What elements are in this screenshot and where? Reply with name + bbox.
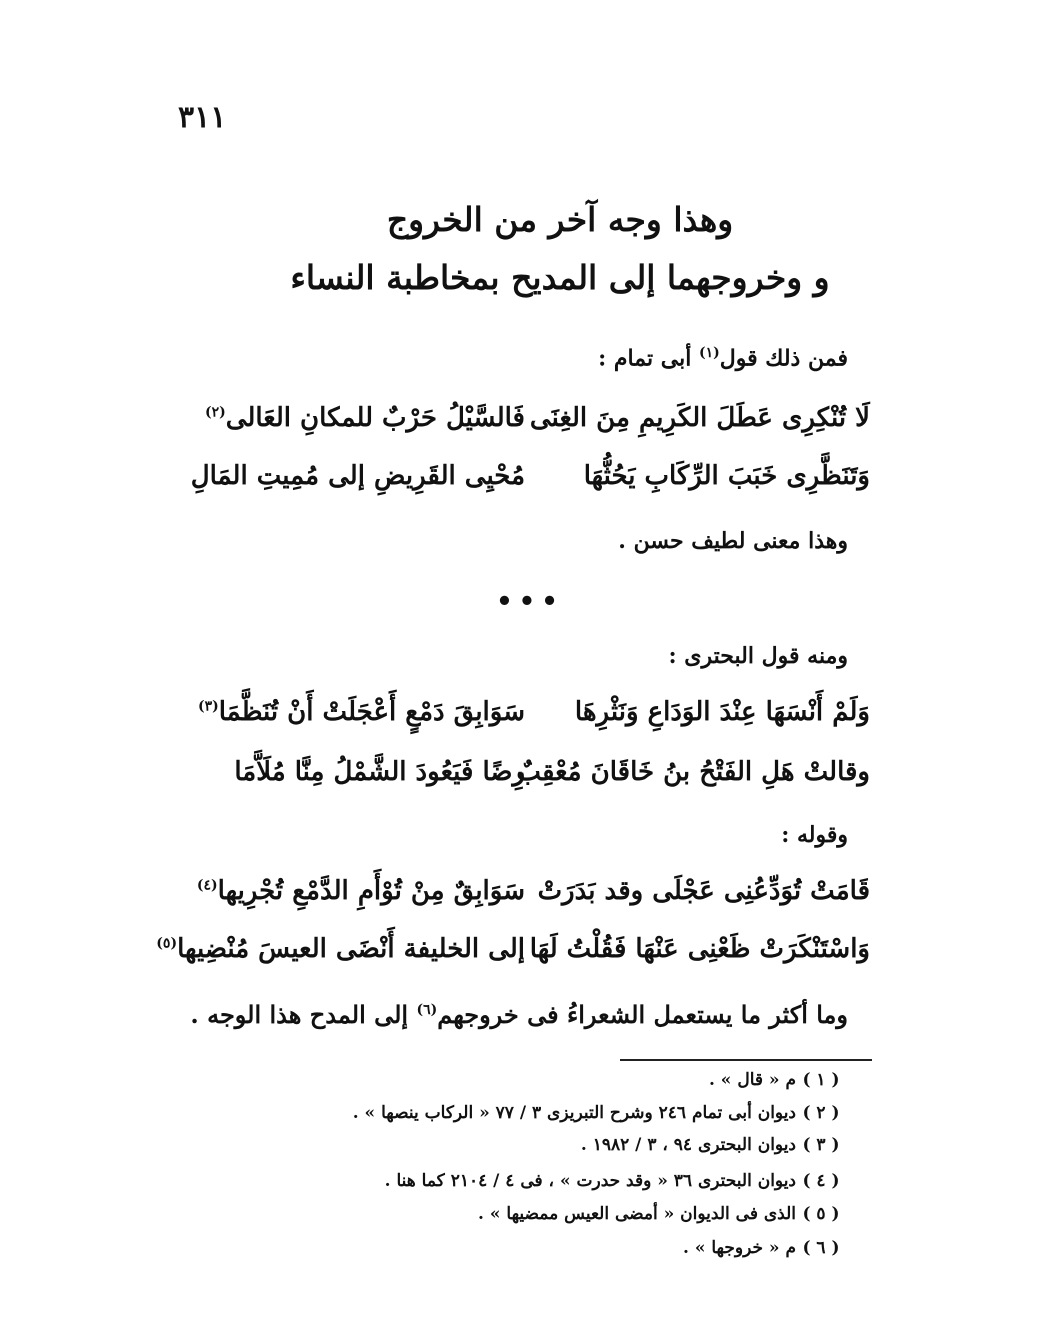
footnote-item	[385, 1171, 840, 1201]
hemistich-text: فَالسَّيْلُ حَرْبٌ للمكانِ العَالى	[225, 403, 525, 433]
verse-second-hemistich	[156, 934, 525, 964]
closing-text: وما أكثر ما يستعمل الشعراءُ فى خروجهم	[437, 1000, 848, 1029]
footnote-number: ( ٦ )	[802, 1238, 840, 1258]
footnote-item	[478, 1204, 840, 1234]
intro-poet: أبى تمام :	[598, 345, 699, 372]
footnote-ref-5: (٥)	[156, 935, 178, 952]
closing-sentence	[190, 1000, 848, 1029]
hemistich-text: سَوَابِقَ دَمْعٍ أَعْجَلَتْ أَنْ تُنَظَّمَا	[218, 697, 525, 727]
footnote-text: ديوان البحترى ٩٤ ، ٣ / ١٩٨٢ .	[580, 1135, 796, 1155]
footnote-text: ديوان أبى تمام ٢٤٦ وشرح التبريزى ٣ / ٧٧ « الركاب ينصها » .	[352, 1103, 796, 1123]
verse-line	[180, 461, 870, 505]
footnote-number: ( ٢ )	[802, 1103, 840, 1123]
page-number: ٣١١	[178, 100, 227, 135]
section-separator: •••	[496, 587, 564, 617]
footnote-text: الذى فى الديوان « أمضى العيس ممضيها » .	[478, 1204, 796, 1224]
verse-first-hemistich: قَامَتْ تُوَدِّعُنِى عَجْلَى وقد بَدَرَتْ	[537, 876, 870, 906]
abu-tammam-intro	[598, 345, 848, 371]
verse-second-hemistich	[180, 697, 525, 727]
footnote-text: ديوان البحترى ٣٦ « وقد حدرت » ، فى ٤ / ٢١٠٤ كما هنا .	[384, 1171, 796, 1191]
footnote-number: ( ٤ )	[802, 1171, 840, 1191]
verse-second-hemistich	[180, 876, 525, 906]
footnote-text: م « قال » .	[708, 1070, 796, 1090]
verse-line	[180, 697, 870, 741]
buhturi-intro: ومنه قول البحترى :	[668, 643, 848, 669]
verse-first-hemistich: وقالتْ هَلِ الفَتْحُ بنُ خَاقَانَ مُعْقِبٌ	[516, 757, 870, 787]
comment-line: وهذا معنى لطيف حسن .	[618, 528, 848, 554]
verse-line	[156, 934, 870, 978]
footnote-item	[709, 1070, 840, 1100]
second-quote-intro: وقوله :	[781, 822, 848, 848]
footnote-item	[683, 1238, 840, 1268]
verse-line	[180, 757, 870, 801]
footnote-text: م « خروجها » .	[683, 1238, 796, 1258]
intro-text: فمن ذلك قول	[719, 345, 848, 372]
footnote-ref-6: (٦)	[416, 1002, 438, 1018]
footnote-number: ( ١ )	[802, 1070, 840, 1090]
hemistich-text: سَوَابِقٌ مِنْ تُوْأَمِ الدَّمْعِ تُجْرِيها	[217, 876, 525, 906]
verse-second-hemistich: مُحْيِى القَرِيضِ إلى مُمِيتِ المَالِ	[190, 461, 525, 491]
closing-text-end: إلى المدح هذا الوجه .	[190, 1000, 417, 1029]
footnote-divider	[620, 1059, 872, 1061]
verse-first-hemistich: وَلَمْ أَنْسَهَا عِنْدَ الوَدَاعِ وَنَثْرِهَا	[574, 697, 870, 727]
verse-first-hemistich: وَتَنَظَّرِى خَبَبَ الرِّكَابِ يَحُثُّهَا	[583, 461, 870, 491]
footnote-number: ( ٥ )	[802, 1204, 840, 1224]
verse-line	[180, 403, 870, 447]
section-heading-line-2: و وخروجهما إلى المديح بمخاطبة النساء	[290, 258, 830, 297]
verse-second-hemistich: رِضًا فَيَعُودَ الشَّمْلُ مِنَّا مُلَاَّمَا	[234, 757, 525, 787]
section-heading-line-1: وهذا وجه آخر من الخروج	[386, 200, 734, 239]
footnote-ref-4: (٤)	[196, 877, 218, 894]
footnote-item	[581, 1135, 840, 1165]
verse-first-hemistich: لَا تُنْكِرِى عَطَلَ الكَرِيمِ مِنَ الغِنَى	[529, 403, 870, 433]
hemistich-text: إلى الخليفة أَنْضَى العيسَ مُنْضِيها	[177, 934, 525, 964]
verse-first-hemistich: وَاسْتَنْكَرَتْ ظَعْنِى عَنْهَا فَقُلْتُ لَهَا	[529, 934, 870, 964]
footnote-ref-2: (٢)	[205, 404, 226, 421]
footnote-ref-3: (٣)	[197, 698, 219, 715]
footnote-item	[353, 1103, 840, 1133]
footnote-number: ( ٣ )	[802, 1135, 840, 1155]
verse-line	[180, 876, 870, 920]
verse-second-hemistich	[180, 403, 525, 433]
footnote-ref-1: (١)	[699, 345, 720, 361]
